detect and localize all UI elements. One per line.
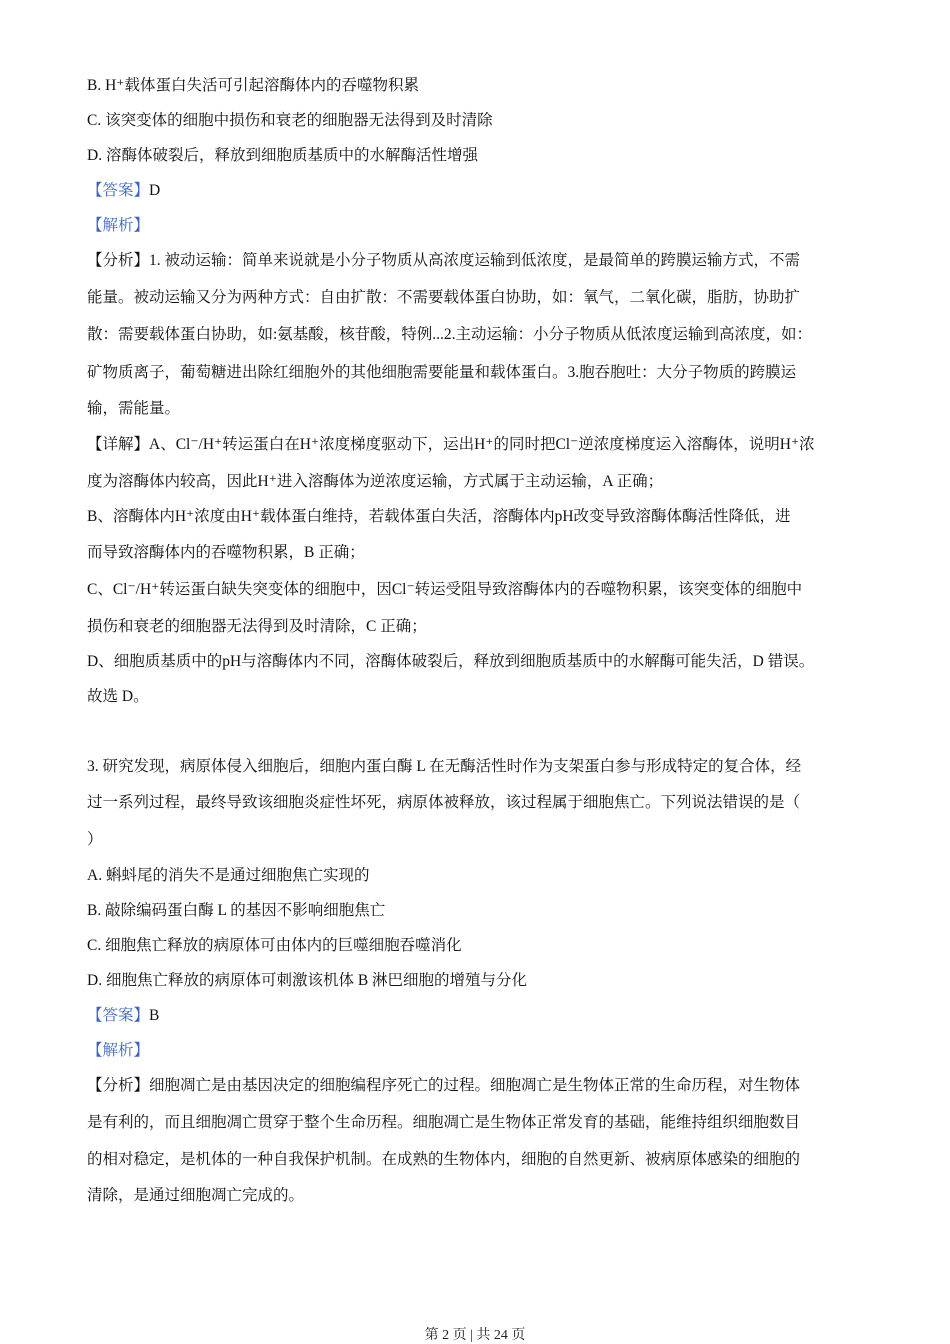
line-text: B. 敲除编码蛋白酶 L 的基因不影响细胞焦亡 — [87, 902, 386, 919]
line-text: 故选 D。 — [87, 688, 149, 705]
line-text: 【分析】细胞凋亡是由基因决定的细胞编程序死亡的过程。细胞凋亡是生物体正常的生命历程，对生物体 — [87, 1077, 801, 1094]
line-text: 输，需能量。 — [87, 400, 181, 417]
line-text: 清除，是通过细胞凋亡完成的。 — [87, 1187, 305, 1204]
text-line — [87, 1186, 304, 1206]
line-text: B、溶酶体内H⁺浓度由H⁺载体蛋白维持，若载体蛋白失活，溶酶体内pH改变导致溶酶体酶活性降低，进 — [87, 508, 791, 525]
line-text: D. 溶酶体破裂后，释放到细胞质基质中的水解酶活性增强 — [87, 147, 478, 164]
section-label: 【答案】 — [87, 182, 150, 199]
line-text: A. 蝌蚪尾的消失不是通过细胞焦亡实现的 — [87, 867, 370, 884]
line-text: 而导致溶酶体内的吞噬物积累，B 正确； — [87, 544, 365, 561]
line-text: 是有利的，而且细胞凋亡贯穿于整个生命历程。细胞凋亡是生物体正常发育的基础，能维持组织细胞数目 — [87, 1114, 801, 1131]
line-text: 3. 研究发现，病原体侵入细胞后，细胞内蛋白酶 L 在无酶活性时作为支架蛋白参与形成特定的复合体，经 — [87, 758, 802, 775]
text-line — [87, 181, 160, 201]
line-text: D — [149, 182, 161, 199]
text-line — [87, 1076, 800, 1096]
text-line — [87, 866, 369, 886]
text-line — [87, 757, 801, 777]
section-label: 【答案】 — [87, 1007, 150, 1024]
text-line — [87, 216, 149, 236]
line-text: 的相对稳定，是机体的一种自我保护机制。在成熟的生物体内，细胞的自然更新、被病原体感染的细胞的 — [87, 1151, 801, 1168]
line-text: B. H⁺载体蛋白失活可引起溶酶体内的吞噬物积累 — [87, 77, 419, 94]
text-line — [87, 472, 663, 492]
line-text: ） — [87, 831, 103, 848]
text-line — [87, 1150, 800, 1170]
line-text: 【详解】A、Cl⁻/H⁺转运蛋白在H⁺浓度梯度驱动下，运出H⁺的同时把Cl⁻逆浓度梯度运入溶酶体，说明H⁺浓 — [87, 436, 815, 453]
text-line — [87, 652, 814, 672]
line-text: D、细胞质基质中的pH与溶酶体内不同，溶酶体破裂后，释放到细胞质基质中的水解酶可能失活，D 错误。 — [87, 653, 815, 670]
text-line — [87, 971, 527, 991]
text-line — [87, 1041, 149, 1061]
line-text: B — [149, 1007, 160, 1024]
page-footer: 第 2 页 | 共 24 页 — [424, 1328, 526, 1343]
text-line — [87, 111, 493, 131]
line-text: 【分析】1. 被动运输：简单来说就是小分子物质从高浓度运输到低浓度，是最简单的跨膜运输方式，不需 — [87, 252, 801, 269]
text-line — [87, 76, 419, 96]
text-line — [87, 288, 800, 308]
line-text: 度为溶酶体内较高，因此H⁺进入溶酶体为逆浓度运输，方式属于主动运输，A 正确； — [87, 473, 664, 490]
text-line — [87, 901, 385, 921]
line-text: 过一系列过程，最终导致该细胞炎症性坏死，病原体被释放，该过程属于细胞焦亡。下列说法错误的是（ — [87, 794, 801, 811]
text-line — [87, 617, 427, 637]
text-line — [87, 936, 462, 956]
text-line — [87, 146, 478, 166]
line-text: 散：需要载体蛋白协助，如:氨基酸，核苷酸，特例...2.主动运输：小分子物质从低浓度运输到高浓度，如： — [87, 326, 813, 343]
text-line — [87, 543, 365, 563]
text-line — [87, 1113, 800, 1133]
line-text: 能量。被动运输又分为两种方式：自由扩散：不需要载体蛋白协助，如：氧气，二氧化碳，脂肪，协助扩 — [87, 289, 801, 306]
line-text: C、Cl⁻/H⁺转运蛋白缺失突变体的细胞中，因Cl⁻转运受阻导致溶酶体内的吞噬物积累，该突变体的细胞中 — [87, 581, 803, 598]
line-text: C. 细胞焦亡释放的病原体可由体内的巨噬细胞吞噬消化 — [87, 937, 462, 954]
text-line — [87, 251, 800, 271]
text-line — [87, 830, 103, 850]
line-text: 损伤和衰老的细胞器无法得到及时清除，C 正确； — [87, 618, 427, 635]
text-line — [87, 580, 802, 600]
text-line — [87, 687, 149, 707]
line-text: 矿物质离子，葡萄糖进出除红细胞外的其他细胞需要能量和载体蛋白。3.胞吞胞吐：大分子物质的跨膜运 — [87, 364, 797, 381]
text-line — [87, 1006, 159, 1026]
text-line — [87, 399, 180, 419]
section-label: 【解析】 — [87, 217, 150, 234]
text-line — [87, 793, 800, 813]
section-label: 【解析】 — [87, 1042, 150, 1059]
text-line — [87, 325, 812, 345]
line-text: D. 细胞焦亡释放的病原体可刺激该机体 B 淋巴细胞的增殖与分化 — [87, 972, 528, 989]
line-text: C. 该突变体的细胞中损伤和衰老的细胞器无法得到及时清除 — [87, 112, 493, 129]
text-line — [87, 435, 815, 455]
text-line — [87, 363, 796, 383]
text-line — [87, 507, 791, 527]
